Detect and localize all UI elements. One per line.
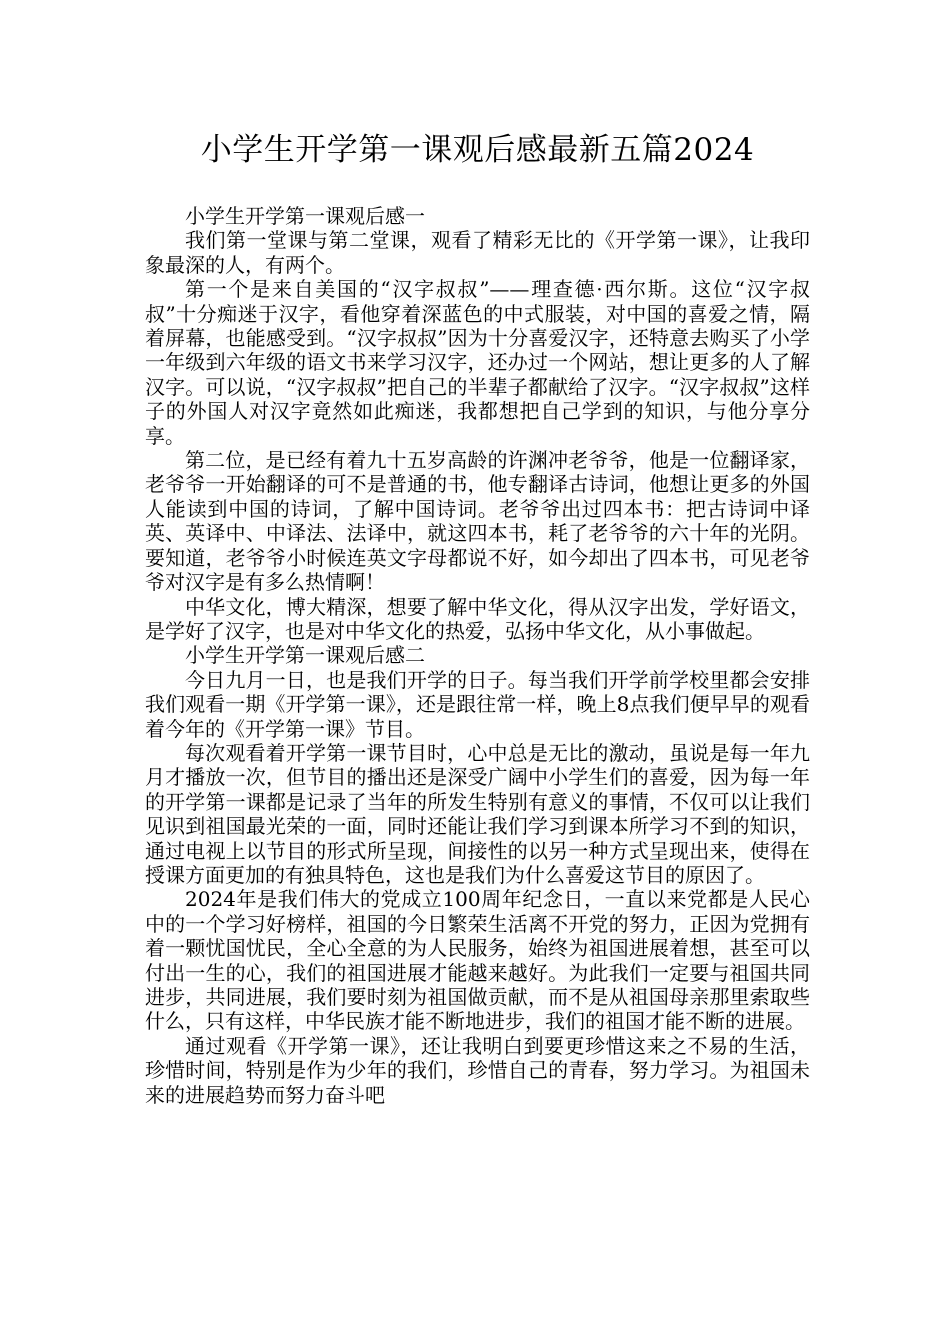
section-heading-1: 小学生开学第一课观后感一 — [185, 204, 425, 228]
document-title: 小学生开学第一课观后感最新五篇2024 — [200, 132, 755, 168]
paragraph: 通过观看《开学第一课》，还让我明白到要更珍惜这来之不易的生活，珍惜时间，特别是作为少年的我们，珍惜自己的青春，努力学习。为祖国未来的进展趋势而努力奋斗吧 — [145, 1033, 810, 1107]
document-page — [145, 128, 810, 1107]
paragraph: 第二位，是已经有着九十五岁高龄的许渊冲老爷爷，他是一位翻译家，老爷爷一开始翻译的可不是普通的书，他专翻译古诗词，他想让更多的外国人能读到中国的诗词，了解中国诗词。老爷爷出过四本书：把古诗词中译英、英译中、中译法、法译中，就这四本书，耗了老爷爷的六十年的光阴。要知道，老爷爷小时候连英文字母都说不好，如今却出了四本书，可见老爷爷对汉字是有多么热情啊！ — [145, 448, 810, 595]
paragraph: 每次观看着开学第一课节目时，心中总是无比的激动，虽说是每一年九月才播放一次，但节目的播出还是深受广阔中小学生们的喜爱，因为每一年的开学第一课都是记录了当年的所发生特别有意义的事情，不仅可以让我们见识到祖国最光荣的一面，同时还能让我们学习到课本所学习不到的知识，通过电视上以节目的形式所呈现，间接性的以另一种方式呈现出来，使得在授课方面更加的有独具特色，这也是我们为什么喜爱这节目的原因了。 — [145, 740, 810, 887]
paragraph: 今日九月一日，也是我们开学的日子。每当我们开学前学校里都会安排我们观看一期《开学第一课》，还是跟往常一样，晚上8点我们便早早的观看着今年的《开学第一课》节目。 — [145, 667, 810, 741]
paragraph: 我们第一堂课与第二堂课，观看了精彩无比的《开学第一课》，让我印象最深的人，有两个。 — [145, 228, 810, 277]
paragraph: 中华文化，博大精深，想要了解中华文化，得从汉字出发，学好语文，是学好了汉字，也是对中华文化的热爱，弘扬中华文化，从小事做起。 — [145, 594, 810, 643]
paragraph: 2024年是我们伟大的党成立100周年纪念日，一直以来党都是人民心中的一个学习好榜样，祖国的今日繁荣生活离不开党的努力，正因为党拥有着一颗忧国忧民，全心全意的为人民服务，始终为祖国进展着想，甚至可以付出一生的心，我们的祖国进展才能越来越好。为此我们一定要与祖国共同进步，共同进展，我们要时刻为祖国做贡献，而不是从祖国母亲那里索取些什么，只有这样，中华民族才能不断地进步，我们的祖国才能不断的进展。 — [145, 887, 810, 1034]
paragraph: 第一个是来自美国的“汉字叔叔”——理查德·西尔斯。这位“汉字叔叔”十分痴迷于汉字，看他穿着深蓝色的中式服装，对中国的喜爱之情，隔着屏幕，也能感受到。“汉字叔叔”因为十分喜爱汉字，还特意去购买了小学一年级到六年级的语文书来学习汉字，还办过一个网站，想让更多的人了解汉字。可以说，“汉字叔叔”把自己的半辈子都献给了汉字。“汉字叔叔”这样子的外国人对汉字竟然如此痴迷，我都想把自己学到的知识，与他分享分享。 — [145, 277, 810, 448]
section-heading-2: 小学生开学第一课观后感二 — [185, 643, 425, 668]
